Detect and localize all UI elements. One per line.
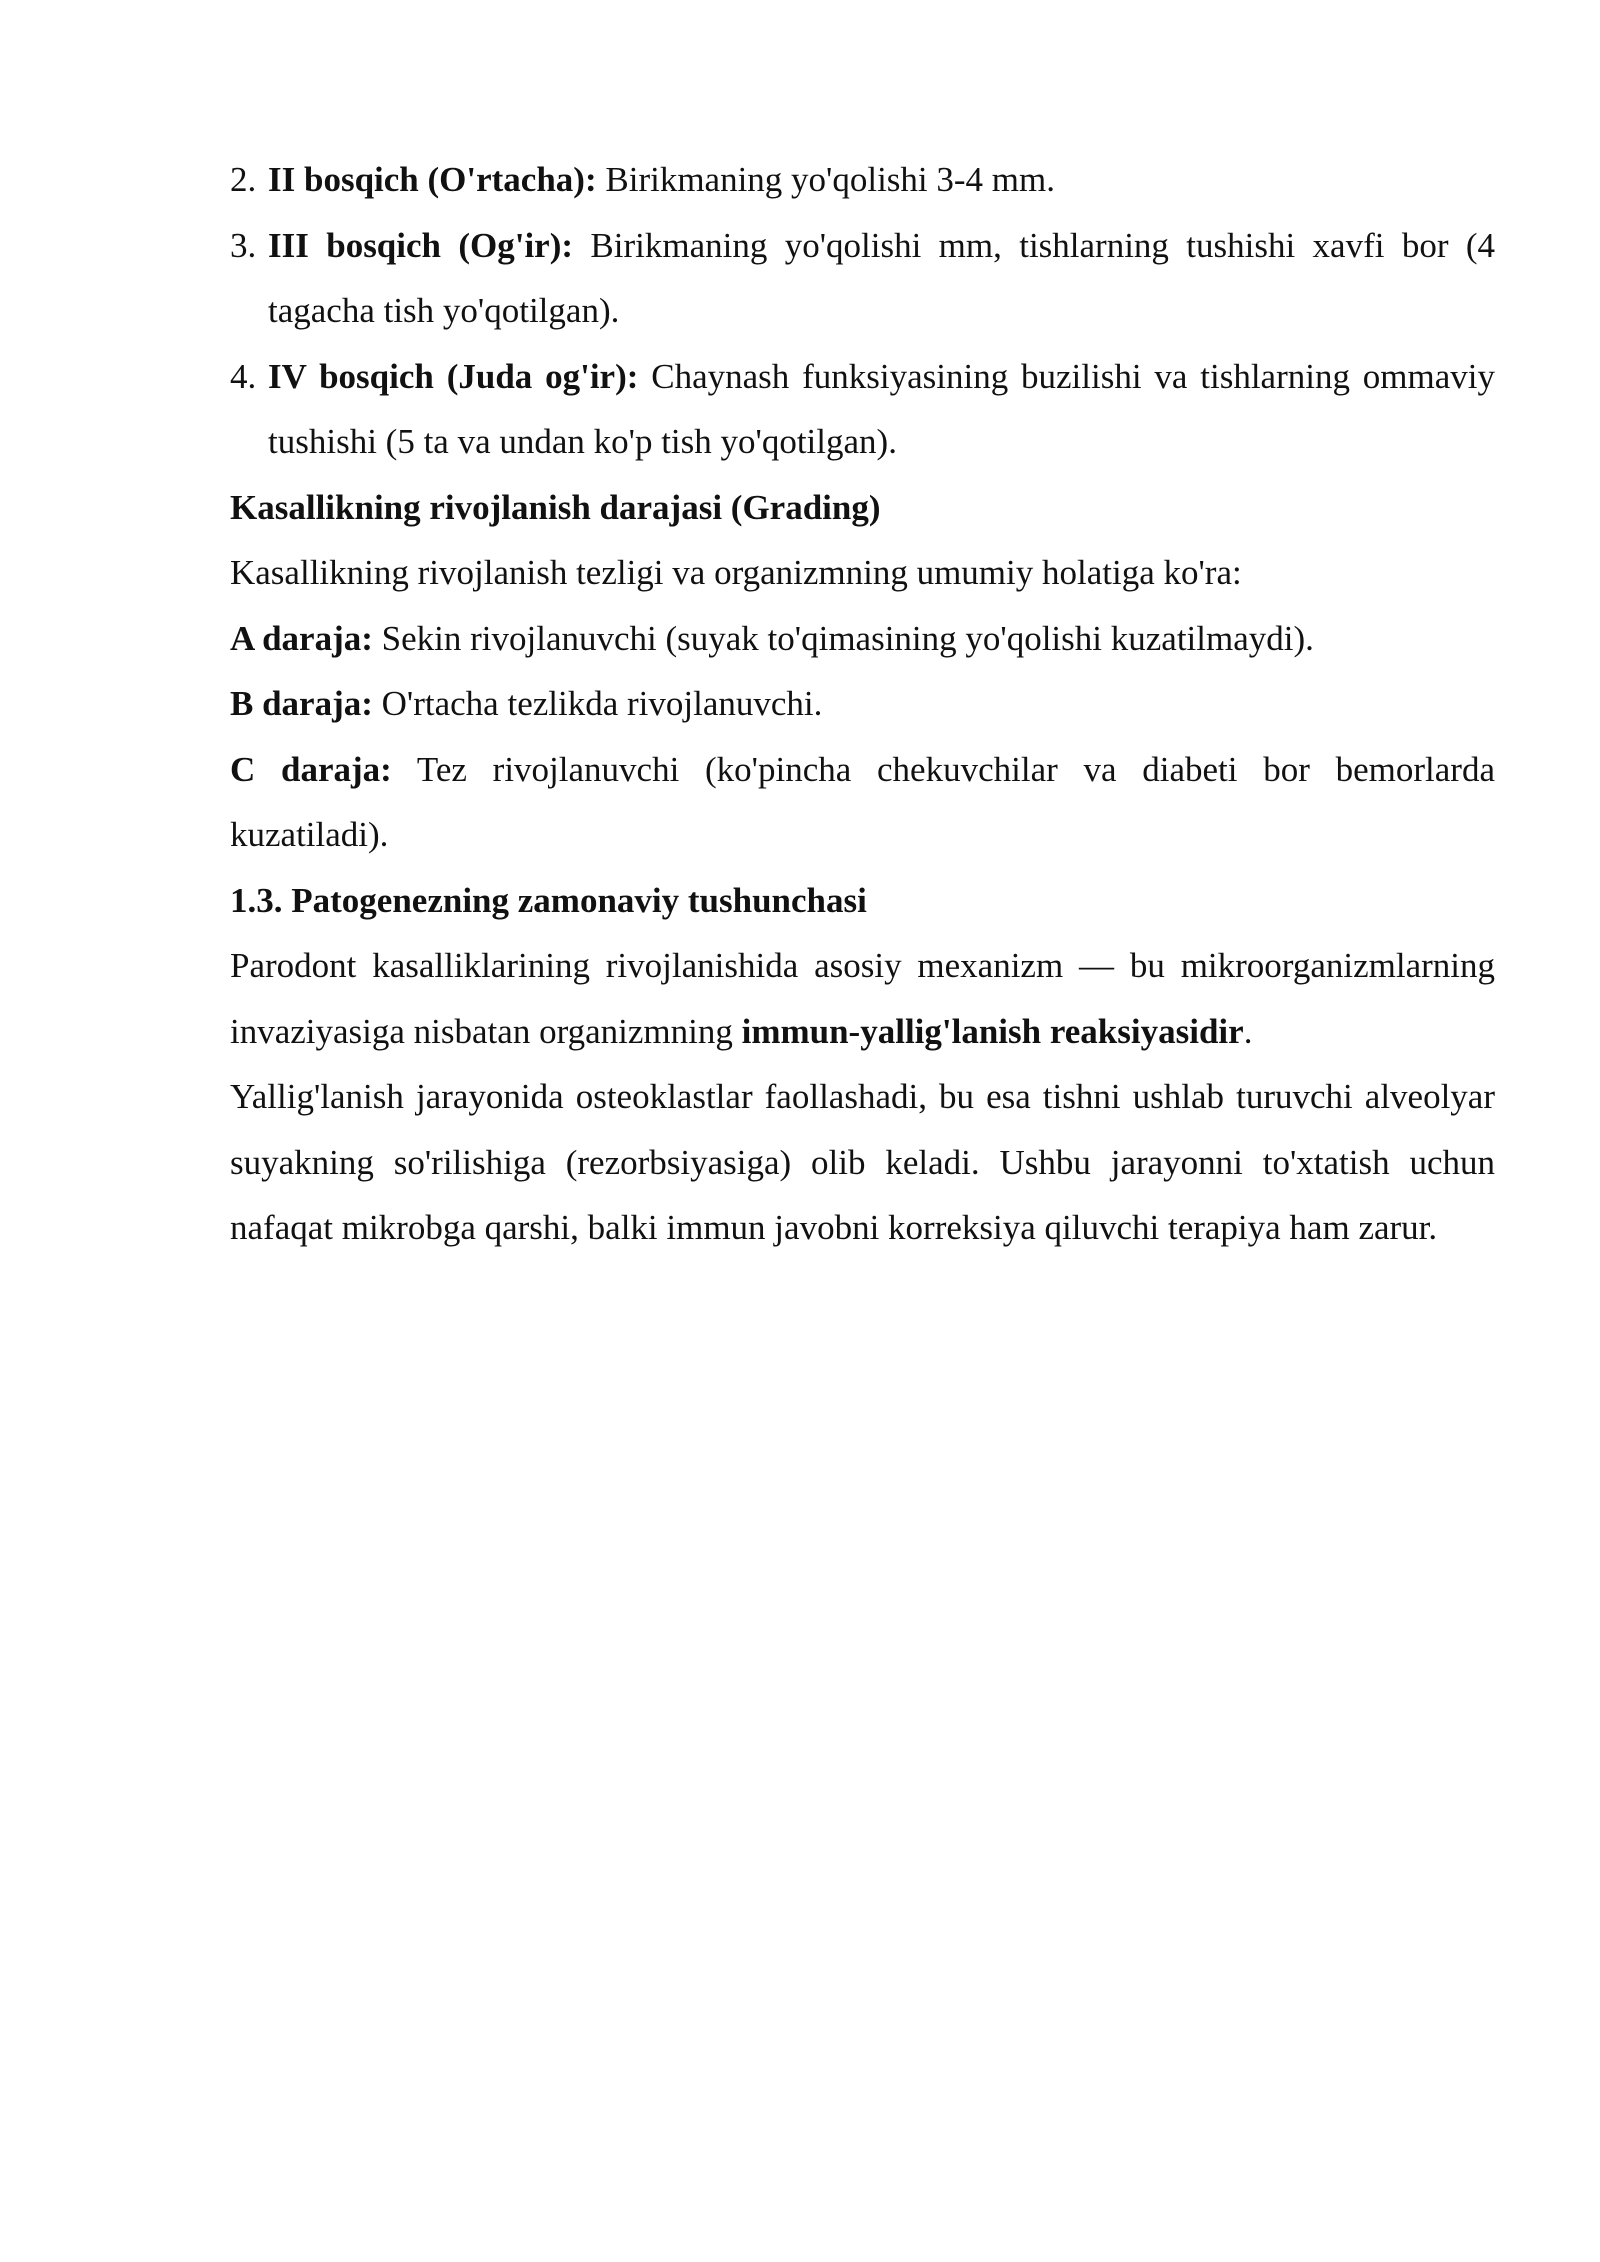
grade-b [230, 671, 1495, 737]
section-heading [230, 868, 1495, 934]
list-number: 3. [230, 225, 257, 265]
stage-description: Birikmaning yo'qolishi mm, tishlarning tushishi xavfi bor (4 tagacha tish yo'qotilgan). [268, 225, 1496, 330]
grade-c [230, 737, 1495, 868]
section-heading-text: 1.3. Patogenezning zamonaviy tushunchasi [230, 880, 867, 920]
list-item-text [268, 147, 1495, 213]
paragraph-end: . [1243, 1011, 1253, 1051]
stage-title: IV bosqich (Juda og'ir): [268, 356, 639, 396]
list-number: 2. [230, 160, 257, 199]
list-number: 4. [230, 356, 257, 396]
document-page [230, 147, 1495, 1261]
grade-a-text: Sekin rivojlanuvchi (suyak to'qimasining yo'qolishi kuzatilmaydi). [372, 618, 1314, 658]
pathogenesis-paragraph [230, 933, 1495, 1064]
grade-a [230, 606, 1495, 672]
stage-description: Chaynash funksiyasining buzilishi va tishlarning ommaviy tushishi (5 ta va undan ko'p tish yo'qotilgan). [268, 356, 1496, 461]
grading-heading-text: Kasallikning rivojlanish darajasi (Grading) [230, 487, 881, 527]
grade-b-label: B daraja: [230, 684, 373, 723]
list-item-text [268, 344, 1495, 475]
list-item-stage-2 [230, 147, 1495, 213]
grade-c-text: Tez rivojlanuvchi (ko'pincha chekuvchilar va diabeti bor bemorlarda kuzatiladi). [230, 749, 1495, 854]
grading-intro: Kasallikning rivojlanish tezligi va organizmning umumiy holatiga ko'ra: [230, 553, 1242, 592]
grade-a-label: A daraja: [230, 618, 373, 658]
paragraph-emphasis: immun-yallig'lanish reaksiyasidir [741, 1011, 1244, 1051]
list-item-text [268, 213, 1495, 344]
list-item-stage-3 [230, 213, 1495, 344]
stage-list [230, 147, 1495, 475]
grade-b-text: O'rtacha tezlikda rivojlanuvchi. [372, 684, 823, 723]
paragraph-text: Parodont kasalliklarining rivojlanishida asosiy mexanizm — bu mikroorganizmlarning invaziyasiga nisbatan organizmning [230, 946, 1495, 1051]
inflammation-paragraph: Yallig'lanish jarayonida osteoklastlar faollashadi, bu esa tishni ushlab turuvchi alveolyar suyakning so'rilishiga (rezorbsiyasiga) olib keladi. Ushbu jarayonni to'xtatish uchun nafaqat mikrobga qarshi, balki immun javobni korreksiya qiluvchi terapiya ham zarur. [230, 1077, 1495, 1247]
grading-heading [230, 475, 1495, 541]
stage-description: Birikmaning yo'qolishi 3-4 mm. [596, 160, 1056, 199]
stage-title: II bosqich (O'rtacha): [268, 160, 597, 199]
stage-title: III bosqich (Og'ir): [268, 225, 574, 265]
grade-c-label: C daraja: [230, 749, 392, 789]
list-item-stage-4 [230, 344, 1495, 475]
